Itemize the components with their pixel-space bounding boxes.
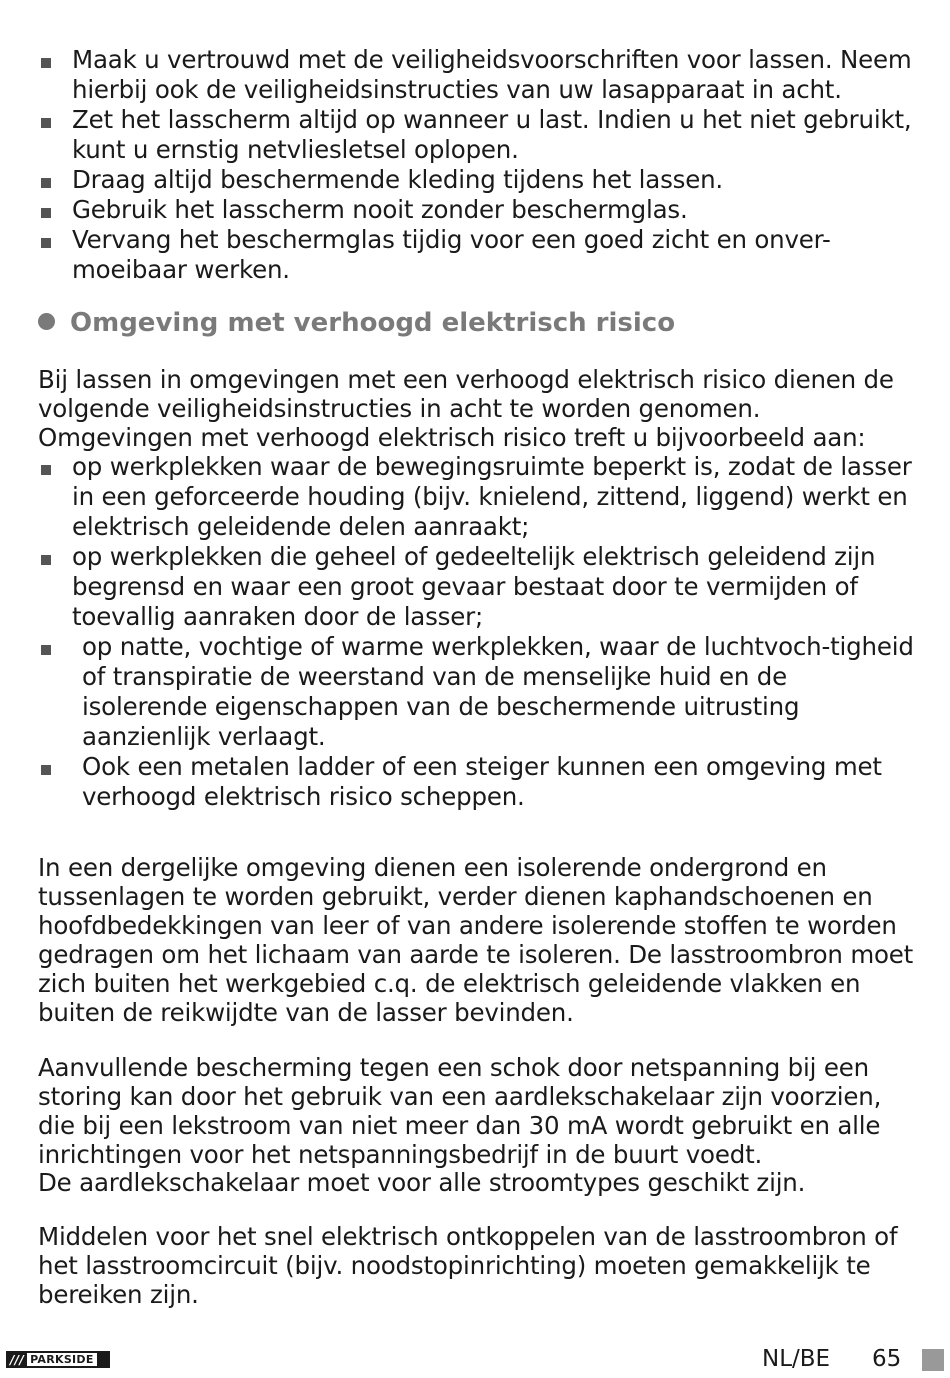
list-item: Draag altijd beschermende kleding tijdens het lassen. <box>38 165 918 195</box>
parkside-logo <box>6 1351 110 1368</box>
list-item: Gebruik het lasscherm nooit zonder beschermglas. <box>38 195 918 225</box>
page-number: 65 <box>872 1346 902 1372</box>
risk-list <box>38 452 918 812</box>
logo-wordmark: PARKSIDE <box>27 1353 97 1366</box>
square-bullet-icon <box>41 765 51 775</box>
page-marker-icon <box>922 1349 944 1371</box>
list-item: op werkplekken die geheel of gedeeltelijk elektrisch geleidend zijn begrensd en waar een groot gevaar bestaat door te vermijden of toevallig aanraken door de lasser; <box>38 542 918 632</box>
list-item: Ook een metalen ladder of een steiger kunnen een omgeving met verhoogd elektrisch risico scheppen. <box>38 752 918 812</box>
body-paragraph: De aardlekschakelaar moet voor alle stroomtypes geschikt zijn. <box>38 1168 806 1197</box>
intro-paragraph: Bij lassen in omgevingen met een verhoogd elektrisch risico dienen de volgende veiligheidsinstructies in acht te worden genomen. Omgevingen met verhoogd elektrisch risico treft u bijvoorbeeld aan: <box>38 365 894 452</box>
section-heading: Omgeving met verhoogd elektrisch risico <box>38 306 918 340</box>
logo-stripes: /// <box>10 1352 25 1367</box>
square-bullet-icon <box>41 118 51 128</box>
list-item: Maak u vertrouwd met de veiligheidsvoorschriften voor lassen. Neem hierbij ook de veiligheidsinstructies van uw lasapparaat in acht. <box>38 45 918 105</box>
list-item: Vervang het beschermglas tijdig voor een goed zicht en onver-moeibaar werken. <box>38 225 918 285</box>
body-paragraph: In een dergelijke omgeving dienen een isolerende ondergrond en tussenlagen te worden gebruikt, verder dienen kaphandschoenen en hoofdbedekkingen van leer of van andere isolerende stoffen te worden gedragen om het lichaam van aarde te isoleren. De lasstroombron moet zich buiten het werkgebied c.q. de elektrisch geleidende vlakken en buiten de reikwijdte van de lasser bevinden. <box>38 853 914 1027</box>
language-label: NL/BE <box>762 1346 831 1372</box>
square-bullet-icon <box>41 645 51 655</box>
body-paragraph: Middelen voor het snel elektrisch ontkoppelen van de lasstroombron of het lasstroomcircuit (bijv. noodstopinrichting) moeten gemakkelijk te bereiken zijn. <box>38 1222 898 1309</box>
list-item: op natte, vochtige of warme werkplekken, waar de luchtvoch-tigheid of transpiratie de weerstand van de menselijke huid en de isolerende eigenschappen van de beschermende uitrusting aanzienlijk verlaagt. <box>38 632 918 752</box>
body-paragraph: Aanvullende bescherming tegen een schok door netspanning bij een storing kan door het gebruik van een aardlekschakelaar zijn voorzien, die bij een lekstroom van niet meer dan 30 mA wordt gebruikt en alle inrichtingen voor het netspanningsbedrijf in de buurt voedt. <box>38 1053 882 1169</box>
round-bullet-icon <box>38 313 55 330</box>
square-bullet-icon <box>41 178 51 188</box>
square-bullet-icon <box>41 58 51 68</box>
safety-list <box>38 45 918 285</box>
list-item: Zet het lasscherm altijd op wanneer u last. Indien u het niet gebruikt, kunt u ernstig netvliesletsel oplopen. <box>38 105 918 165</box>
square-bullet-icon <box>41 555 51 565</box>
square-bullet-icon <box>41 208 51 218</box>
square-bullet-icon <box>41 238 51 248</box>
list-item: op werkplekken waar de bewegingsruimte beperkt is, zodat de lasser in een geforceerde houding (bijv. knielend, zittend, liggend) werkt en elektrisch geleidende delen aanraakt; <box>38 452 918 542</box>
square-bullet-icon <box>41 465 51 475</box>
